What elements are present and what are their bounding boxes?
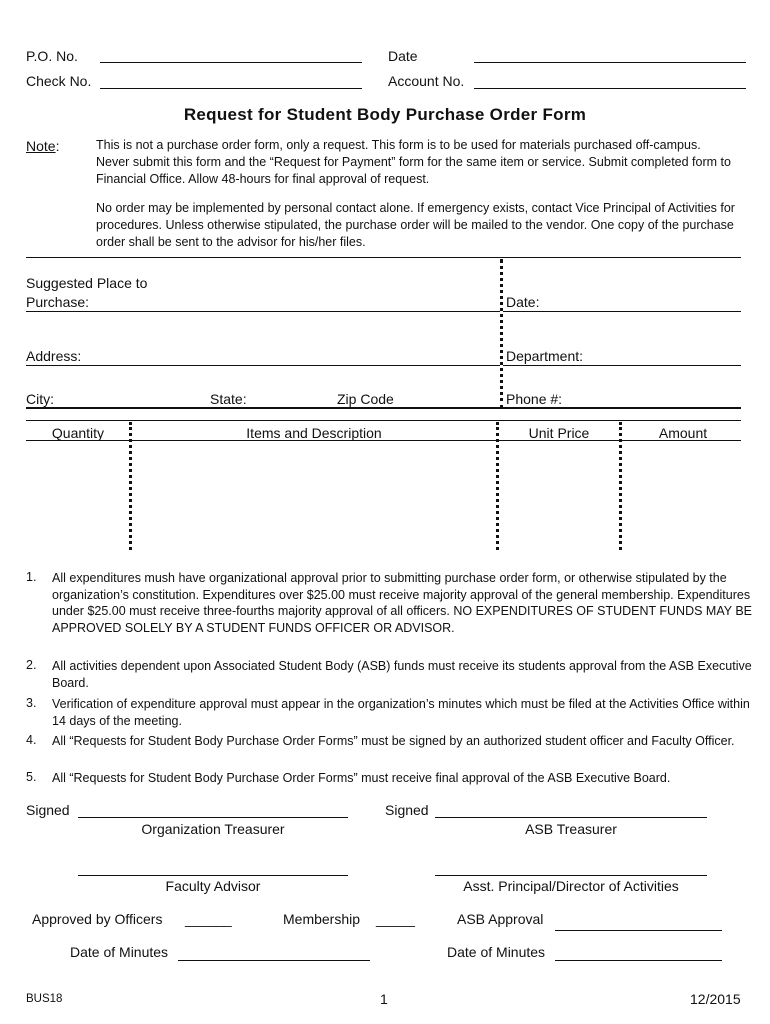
amount-cell[interactable] xyxy=(623,442,741,550)
org-treasurer-label: Organization Treasurer xyxy=(141,821,285,837)
date-of-minutes-left-label: Date of Minutes xyxy=(70,944,169,960)
membership-blank[interactable]: _____ xyxy=(376,911,415,927)
po-number-label: P.O. No. xyxy=(26,48,78,64)
quantity-cell[interactable] xyxy=(26,442,128,550)
signed-right-label: Signed xyxy=(385,802,429,818)
check-number-field[interactable] xyxy=(100,88,362,89)
col-header-items: Items and Description xyxy=(246,425,382,441)
form-title: Request for Student Body Purchase Order Form xyxy=(183,105,587,124)
table-divider-1 xyxy=(129,422,132,550)
rule-3-number: 3. xyxy=(26,696,37,710)
account-number-field[interactable] xyxy=(474,88,746,89)
approved-by-officers-label: Approved by Officers xyxy=(32,911,163,927)
note-paragraph-2: No order may be implemented by personal contact alone. If emergency exists, contact Vice Principal of Activities for procedures. Unless otherwise stipulated, the purchase order will be mailed to the vendor. One copy of the purchase order shall be sent to the advisor for his/her files. xyxy=(96,201,735,249)
form-revision-date: 12/2015 xyxy=(690,991,741,1007)
suggested-place-label-1: Suggested Place to xyxy=(26,275,148,291)
rule-1-text: All expenditures mush have organizational approval prior to submitting purchase order form, or otherwise stipulated by the organization’s constitution. Expenditures over $25.00 must receive majority approval of the general membership. Expenditures under $25.00 must receive three-fourths majority approval of all officers. NO EXPENDITURES OF STUDENT FUNDS MAY BE APPROVED SOLELY BY A STUDENT FUNDS OFFICER OR ADVISOR. xyxy=(52,571,753,635)
col-header-amount: Amount xyxy=(658,425,708,441)
city-label: City: xyxy=(26,391,54,407)
date-of-minutes-right-field[interactable] xyxy=(555,960,722,961)
state-label: State: xyxy=(210,391,247,407)
rule-5-text: All “Requests for Student Body Purchase Order Forms” must receive final approval of the ASB Executive Board. xyxy=(52,771,671,785)
account-number-label: Account No. xyxy=(388,73,465,89)
asb-treasurer-signature-field[interactable] xyxy=(435,817,707,818)
table-header-line xyxy=(26,440,741,441)
department-label: Department: xyxy=(506,348,584,364)
rule-3-text: Verification of expenditure approval must appear in the organization’s minutes which must be filed at the Activities Office within 14 days of the meeting. xyxy=(52,697,750,728)
page-number: 1 xyxy=(380,991,388,1007)
vendor-date-label: Date: xyxy=(506,294,540,310)
zip-code-label: Zip Code xyxy=(337,391,394,407)
col-header-unit-price: Unit Price xyxy=(528,425,590,441)
check-number-label: Check No. xyxy=(26,73,92,89)
rule-4-number: 4. xyxy=(26,733,37,747)
note-label-wrap xyxy=(26,138,59,155)
department-field[interactable] xyxy=(503,365,741,366)
place-to-purchase-field[interactable] xyxy=(26,311,500,312)
note-colon: : xyxy=(55,138,60,154)
date-of-minutes-left-field[interactable] xyxy=(178,960,370,961)
rule-2-text: All activities dependent upon Associated Student Body (ASB) funds must receive its students approval from the ASB Executive Board. xyxy=(52,659,752,690)
vendor-column-divider xyxy=(500,259,503,409)
table-divider-2 xyxy=(496,422,499,550)
rule-4-text: All “Requests for Student Body Purchase Order Forms” must be signed by an authorized student officer and Faculty Officer. xyxy=(52,734,735,748)
signed-left-label: Signed xyxy=(26,802,70,818)
asst-principal-label: Asst. Principal/Director of Activities xyxy=(463,878,679,894)
po-number-field[interactable] xyxy=(100,62,362,63)
address-label: Address: xyxy=(26,348,82,364)
org-treasurer-signature-field[interactable] xyxy=(78,817,348,818)
rule-5-number: 5. xyxy=(26,770,37,784)
vendor-date-field[interactable] xyxy=(503,311,741,312)
asst-principal-signature-field[interactable] xyxy=(435,875,707,876)
phone-label: Phone #: xyxy=(506,391,563,407)
section-divider-top xyxy=(26,257,741,258)
form-code: BUS18 xyxy=(26,993,63,1005)
rule-1-number: 1. xyxy=(26,570,37,584)
date-field[interactable] xyxy=(474,62,746,63)
asb-treasurer-label: ASB Treasurer xyxy=(525,821,617,837)
date-of-minutes-right-label: Date of Minutes xyxy=(447,944,546,960)
vendor-section-bottom xyxy=(26,407,741,409)
table-top-line xyxy=(26,420,741,421)
rule-2-number: 2. xyxy=(26,658,37,672)
membership-label: Membership xyxy=(283,911,361,927)
approved-by-officers-blank[interactable]: ______ xyxy=(185,911,232,927)
note-label: Note xyxy=(26,138,56,154)
asb-approval-field[interactable] xyxy=(555,930,722,931)
faculty-advisor-signature-field[interactable] xyxy=(78,875,348,876)
col-header-quantity: Quantity xyxy=(51,425,105,441)
unit-price-cell[interactable] xyxy=(500,442,617,550)
suggested-place-label-2: Purchase: xyxy=(26,294,90,310)
note-paragraph-1: This is not a purchase order form, only a request. This form is to be used for materials purchased off-campus. Never submit this form and the “Request for Payment” form for the same item or service. Submit completed form to Financial Office. Allow 48-hours for final approval of request. xyxy=(96,138,731,186)
table-divider-3 xyxy=(619,422,622,550)
items-description-cell[interactable] xyxy=(133,442,494,550)
faculty-advisor-label: Faculty Advisor xyxy=(165,878,261,894)
asb-approval-label: ASB Approval xyxy=(457,911,544,927)
address-field[interactable] xyxy=(26,365,500,366)
date-label: Date xyxy=(388,48,418,64)
